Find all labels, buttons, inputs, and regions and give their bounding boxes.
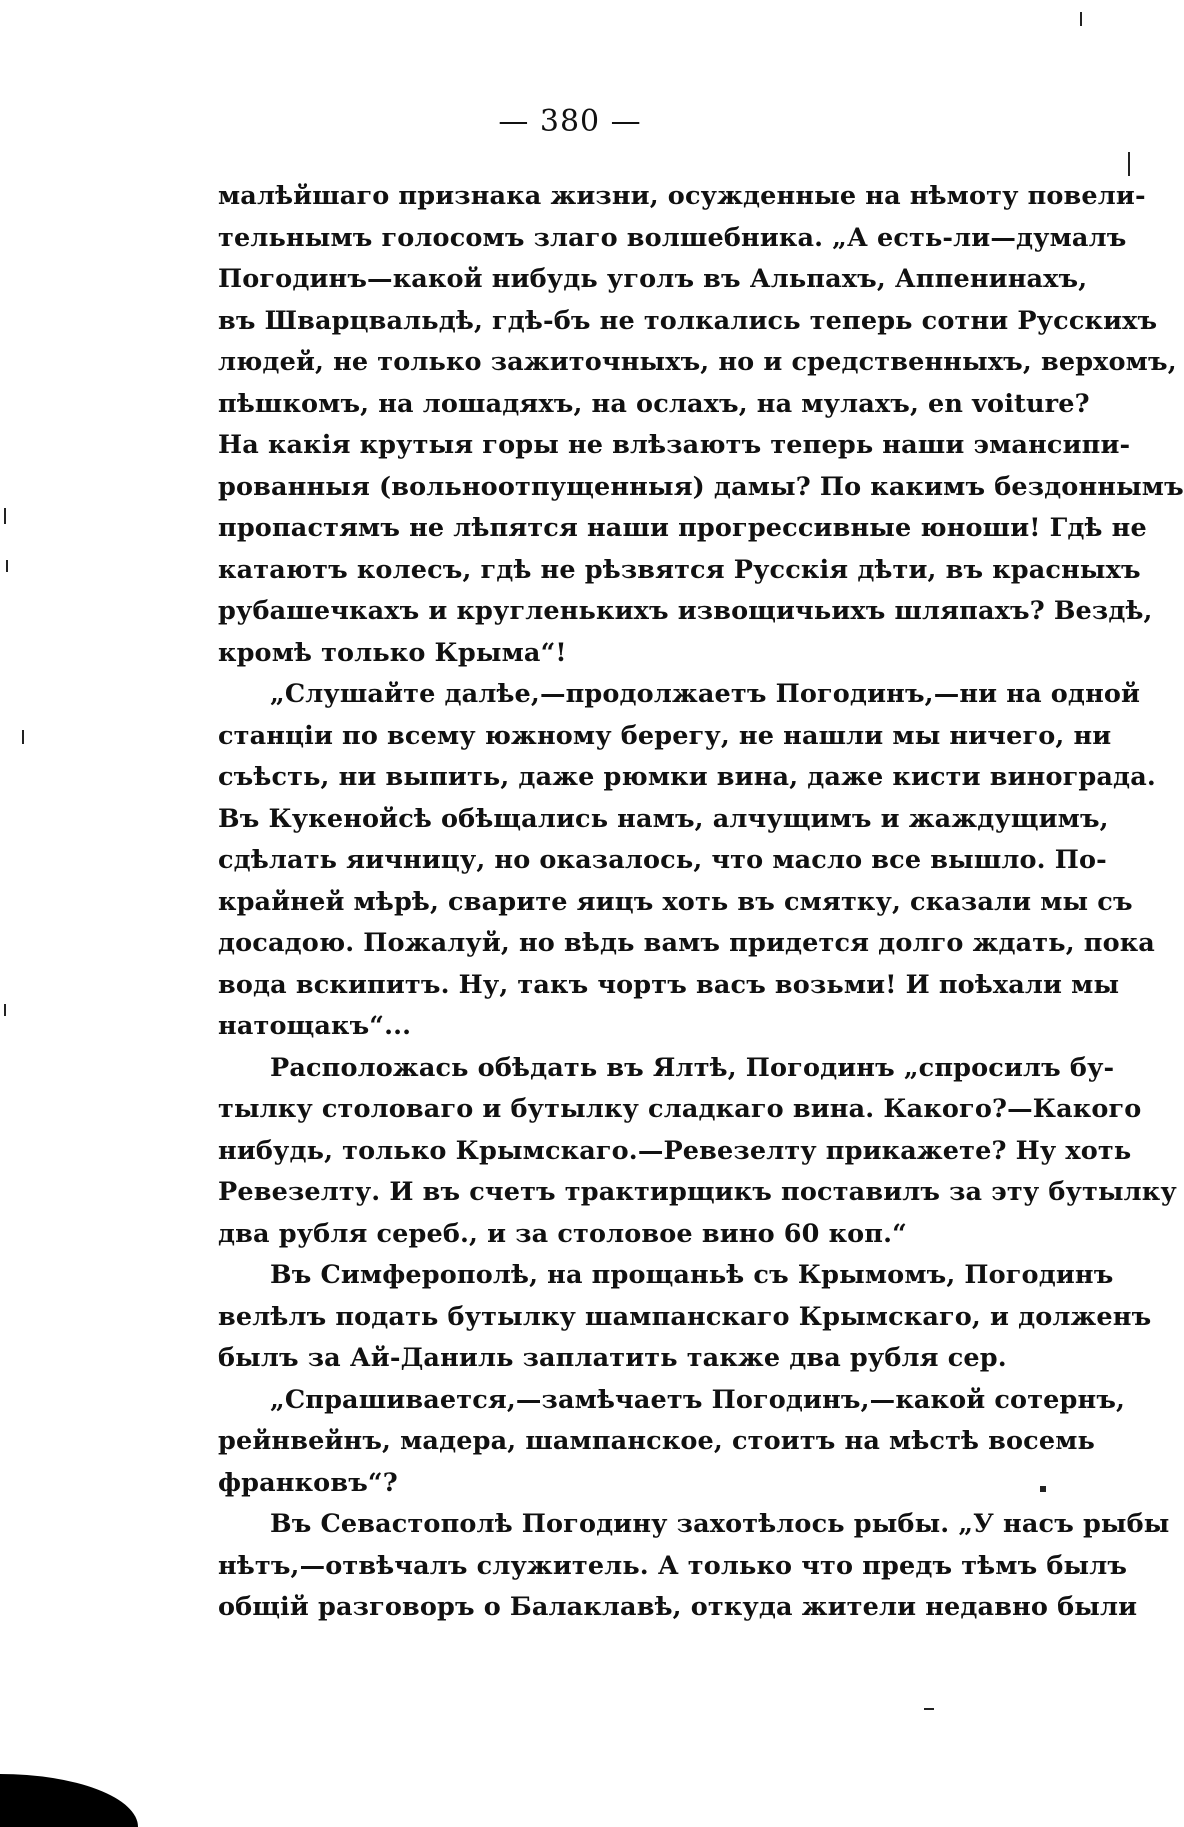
scan-speck [1128,152,1130,176]
scan-speck [924,1708,934,1710]
text-line: людей, не только зажиточныхъ, но и средственныхъ, верхомъ, [218,347,1177,377]
scan-speck [22,730,24,744]
scan-speck [6,560,8,572]
text-line: сдѣлать яичницу, но оказалось, что масло все вышло. По- [218,845,1107,875]
text-line: рубашечкахъ и кругленькихъ извощичьихъ шляпахъ? Вездѣ, [218,596,1153,626]
text-line: малѣйшаго признака жизни, осужденные на нѣмоту повели- [218,181,1146,211]
text-line: станціи по всему южному берегу, не нашли мы ничего, ни [218,720,1112,751]
text-line: съѣсть, ни выпить, даже рюмки вина, даже кисти винограда. [218,762,1156,792]
text-line: крайней мѣрѣ, сварите яицъ хоть въ смятку, сказали мы съ [218,886,1133,917]
ink-blot [0,1774,138,1827]
text-line: пѣшкомъ, на лошадяхъ, на ослахъ, на мулахъ, en voiture? [218,388,1090,419]
text-line: „Спрашивается,—замѣчаетъ Погодинъ,—какой сотернъ, [270,1384,1126,1415]
paragraph-5 [218,1380,1126,1505]
text-line: кромѣ только Крыма“! [218,637,567,668]
paragraph-3 [218,1048,1177,1256]
paragraph-1 [218,176,1184,674]
text-line: Расположась обѣдать въ Ялтѣ, Погодинъ „спросилъ бу- [270,1052,1115,1083]
text-line: тельнымъ голосомъ злаго волшебника. „А есть-ли—думалъ [218,222,1127,253]
text-line: рованныя (вольноотпущенныя) дамы? По какимъ бездоннымъ [218,471,1184,502]
text-line: общій разговоръ о Балаклавѣ, откуда жители недавно были [218,1592,1138,1622]
text-line: „Слушайте далѣе,—продолжаетъ Погодинъ,—ни на одной [270,679,1141,709]
body-text [218,176,1184,1629]
scan-speck [4,1004,6,1016]
text-line: велѣлъ подать бутылку шампанскаго Крымскаго, и долженъ [218,1301,1152,1332]
text-line: Погодинъ—какой нибудь уголъ въ Альпахъ, Аппенинахъ, [218,264,1088,294]
text-line: въ Шварцвальдѣ, гдѣ-бъ не толкались теперь сотни Русскихъ [218,305,1158,336]
text-line: Въ Севастополѣ Погодину захотѣлось рыбы. „У насъ рыбы [270,1509,1170,1539]
paragraph-6 [218,1504,1170,1629]
text-line: пропастямъ не лѣпятся наши прогрессивные юноши! Гдѣ не [218,513,1147,543]
page-number: — 380 — [498,104,642,139]
paragraph-4 [218,1255,1152,1380]
text-line: франковъ“? [218,1467,398,1498]
text-line: катаютъ колесъ, гдѣ не рѣзвятся Русскія дѣти, въ красныхъ [218,554,1141,585]
text-line: нѣтъ,—отвѣчалъ служитель. А только что предъ тѣмъ былъ [218,1550,1128,1581]
text-line: Въ Кукенойсѣ обѣщались намъ, алчущимъ и жаждущимъ, [218,803,1109,834]
text-line: досадою. Пожалуй, но вѣдь вамъ придется долго ждать, пока [218,928,1155,958]
text-line: натощакъ“... [218,1011,412,1041]
paragraph-2 [218,674,1156,1048]
text-line: рейнвейнъ, мадера, шампанское, стоитъ на мѣстѣ восемь [218,1426,1095,1456]
text-line: былъ за Ай-Даниль заплатить также два рубля сер. [218,1343,1007,1373]
text-line: нибудь, только Крымскаго.—Ревезелту прикажете? Ну хоть [218,1135,1132,1166]
text-line: два рубля сереб., и за столовое вино 60 коп.“ [218,1218,907,1249]
scan-speck [1080,12,1082,26]
text-line: тылку столоваго и бутылку сладкаго вина. Какого?—Какого [218,1094,1142,1124]
scan-speck [1040,1486,1046,1492]
text-line: вода вскипитъ. Ну, такъ чортъ васъ возьми! И поѣхали мы [218,969,1120,1000]
text-line: Въ Симферополѣ, на прощаньѣ съ Крымомъ, Погодинъ [270,1260,1114,1290]
scan-speck [4,508,6,524]
text-line: На какія крутыя горы не влѣзаютъ теперь наши эмансипи- [218,430,1131,460]
text-line: Ревезелту. И въ счетъ трактирщикъ поставилъ за эту бутылку [218,1177,1177,1207]
